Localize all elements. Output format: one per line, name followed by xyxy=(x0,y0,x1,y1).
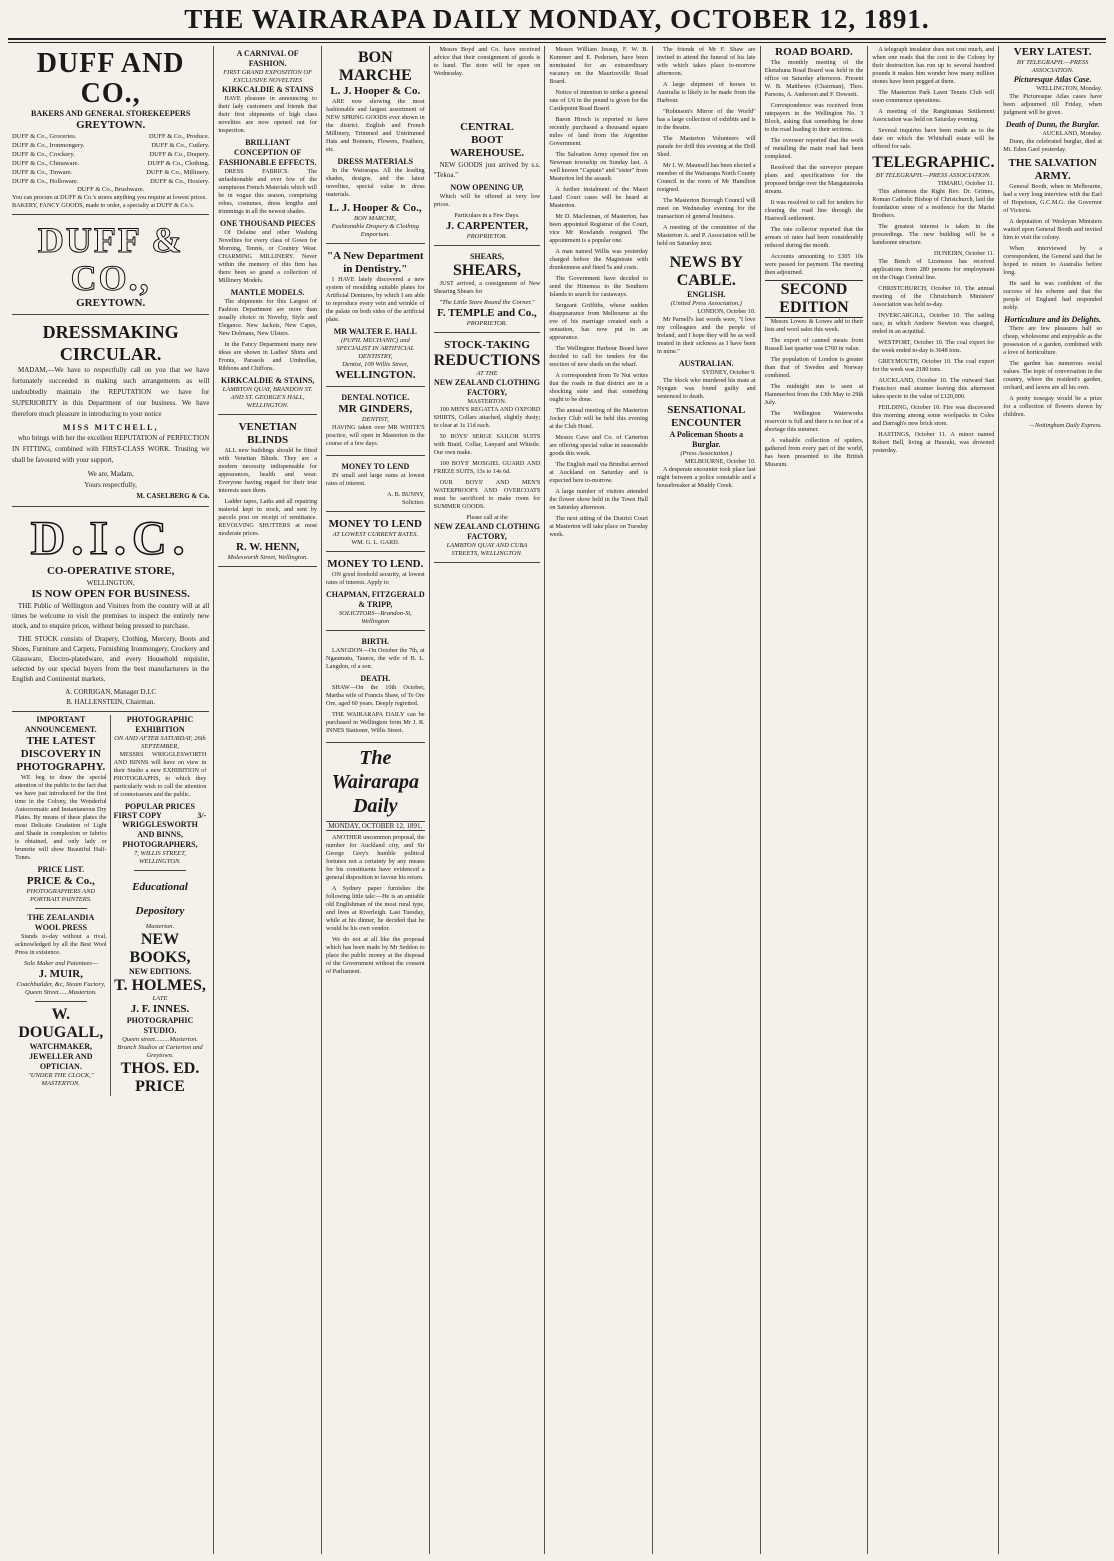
filler: GREYMOUTH, October 10. The coal export for the week was 2180 tons. xyxy=(872,358,995,373)
filler: 100 BOYS' MOSGIEL GUARD AND FRIEZE SUITS, 13s to 14s 6d. xyxy=(433,460,541,475)
duff-left xyxy=(12,132,108,186)
ginders-body: HAVING taken over MR WHITE'S practice, will open in Masterton in the course of a few days. xyxy=(325,424,425,447)
stocktaking-factory: NEW ZEALAND CLOTHING FACTORY, xyxy=(433,378,541,397)
filler: Several inquiries have been made as to the date on which the Whitehall estate will be offered for sale. xyxy=(872,127,995,150)
column-7 xyxy=(653,46,761,1554)
cable-2: The block who murdered his mate at Nyngan was found guilty and sentenced to death. xyxy=(656,377,756,400)
money-title: MONEY TO LEND xyxy=(341,462,410,471)
depository-studio: PHOTOGRAPHIC STUDIO. xyxy=(126,1016,194,1035)
paper-title: The Wairarapa Daily xyxy=(331,747,420,817)
duff-list xyxy=(12,132,209,186)
editorial-p1: ANOTHER uncommon proposal, the number for Auckland city, and Sir George Grey's humble political fortunes not a certainty by any means for his constituents have evidenced a general disposition to favour his return. xyxy=(325,834,425,881)
duff-subtitle: BAKERS AND GENERAL STOREKEEPERS xyxy=(31,109,191,118)
dressmaking-sign: M. CASELBERG & Co. xyxy=(136,492,210,500)
dic-city: WELLINGTON, xyxy=(86,579,135,587)
fashion-pieces: ONE THOUSAND PIECES xyxy=(219,219,316,228)
road-p3: The overseer reported that the work of metalling the main road had been completed. xyxy=(764,137,864,160)
edition-1: Messrs Lowes & Lowes add to their lists and wool sales this week. xyxy=(764,318,864,333)
stocktaking-factory-2: NEW ZEALAND CLOTHING FACTORY, xyxy=(433,522,541,541)
stocktaking-title-2: REDUCTIONS xyxy=(433,352,541,369)
press-addr: Coachbuilder, &c, Steam Factory, Queen Street......Masterton. xyxy=(16,981,106,996)
road-title: ROAD BOARD. xyxy=(775,46,853,58)
shears-body: JUST arrived, a consignment of New Shearing Shears for xyxy=(433,280,541,295)
duff-item: DUFF & Co., Cutlery. xyxy=(151,142,210,149)
fashion-mantle: MANTLE MODELS. xyxy=(230,288,305,297)
bonmarche-sub-2: BON MARCHE, xyxy=(354,215,397,222)
photo2-addr: 7, WILLIS STREET, WELLINGTON. xyxy=(134,850,186,865)
news-p1: Messrs William Jessup, F. W. B. Kummer and E. Pedersen, have been nominated for an extraordinary vacancy on the Mauriceville Road Board. xyxy=(549,46,648,85)
boot-ad xyxy=(434,81,541,246)
fashion-brilliant: BRILLIANT CONCEPTION OF FASHIONABLE EFFECTS. xyxy=(218,138,317,167)
photo2-title: PHOTOGRAPHIC EXHIBITION xyxy=(126,715,194,734)
filler: A man named Willis was yesterday charged before the Magistrate with drunkenness and fined 5s and costs. xyxy=(549,248,648,271)
money-addr-3: SOLICITORS—Brandon-St, Wellington xyxy=(338,610,412,625)
cable-sydney: SYDNEY, October 9. xyxy=(702,369,756,376)
filler: In the Fancy Department many new ideas are shown in Ladies' Shirts and Fronts, Parasols and Umbrellas, Ribbons and Chiffons. xyxy=(218,341,317,372)
dentistry-name: MR WALTER E. HALL xyxy=(333,327,417,336)
duff-item: DUFF & Co., Ironmongery. xyxy=(12,142,85,149)
birth-text: LANGDON—On October the 7th, at Ngaumutu, Taueru, the wife of B. L. Langdon, of a son. xyxy=(325,647,425,670)
latest-v2: Dunn, the celebrated burglar, died at Mt. Eden Gaol yesterday. xyxy=(1003,138,1102,153)
col8-p1: The friends of Mr F. Shaw are invited to attend the funeral of his late wife which takes place to-morrow afternoon. xyxy=(656,46,756,77)
column-1 xyxy=(8,46,214,1554)
filler: A meeting of the committee of the Masterton A. and P. Association will be held on Saturday next. xyxy=(656,224,756,247)
dental-notice-title: DENTAL NOTICE. xyxy=(341,393,410,402)
latest-h2: Death of Dunn, the Burglar. xyxy=(1005,120,1100,129)
col10-p3: A meeting of the Rangitumau Settlement Association was held on Saturday evening. xyxy=(872,108,995,123)
fashion-body: HAVE pleasure in announcing to their lady customers and friends that their first shipments of high class novelties are now opened out for inspection. xyxy=(218,95,317,134)
birth-head: BIRTH. xyxy=(361,637,390,646)
filler: CHRISTCHURCH, October 10. The annual meeting of the Christchurch Ministers' Association was held to-day. xyxy=(872,285,995,308)
boot-name: J. CARPENTER, xyxy=(445,220,529,232)
money-title-2: MONEY TO LEND xyxy=(328,518,422,530)
death-head: DEATH. xyxy=(360,674,391,683)
cable-english: ENGLISH. xyxy=(687,290,726,299)
filler: 50 BOYS' SERGE SAILOR SUITS with Braid, Collar, Lanyard and Whistle. Our own make. xyxy=(433,433,541,456)
edition-3: The population of London is greater than that of Sweden and Norway combined. xyxy=(764,356,864,379)
dougall-name: W. DOUGALL, xyxy=(18,1006,104,1041)
dic-chair: B. HALLENSTEIN, Chairman. xyxy=(66,698,156,706)
col8-p4: The Masterton Volunteers will parade for drill this evening at the Drill Shed. xyxy=(656,135,756,158)
duff-ad xyxy=(12,46,209,215)
notices xyxy=(326,634,425,743)
dentistry-quals: (PUPIL MECHANIC) and SPECIALIST IN ARTIFICIAL DENTISTRY, xyxy=(336,337,415,360)
filler: The annual meeting of the Masterton Jockey Club will be held this evening at the Club Hotel. xyxy=(549,407,648,430)
horticulture-sign: —Nottingham Daily Express. xyxy=(1029,422,1102,429)
death-text: SHAW—On the 10th October, Martha wife of Francis Shaw, of Te Ore Ore, aged 60 years. Deeply regretted. xyxy=(325,684,425,707)
boot-sale: Which will be offered at very low prices. xyxy=(433,193,541,208)
filler: Sergeant Griffiths, whose sudden disappearance from Melbourne at the eve of his marriage created such a sensation, has now put in an appearance. xyxy=(549,302,648,341)
fashion-head: A CARNIVAL OF FASHION. xyxy=(236,49,299,68)
horticulture-title: Horticulture and its Delights. xyxy=(1004,315,1102,324)
masthead-rule-thin xyxy=(8,42,1106,43)
paper-notice: THE WAIRARAPA DAILY can be purchased in Wellington from Mr J. R. INNES Stationer, Willis Street. xyxy=(325,711,425,734)
cable-assoc: (United Press Association.) xyxy=(670,300,742,307)
shears-ad xyxy=(434,249,541,333)
army-p1: General Booth, when in Melbourne, had a very long interview with the Earl of Hopetoun, G.C.M.G. the Governor of Victoria. xyxy=(1003,183,1102,214)
bonmarche-dress: DRESS MATERIALS xyxy=(337,157,414,166)
photo-exhibition-block xyxy=(111,715,210,1096)
boot-role: PROPRIETOR. xyxy=(466,233,508,240)
columns xyxy=(8,46,1106,1554)
column-4 xyxy=(322,46,430,1554)
filler: A deputation of Wesleyan Ministers waited upon General Booth and invited him to visit the colony. xyxy=(1003,218,1102,241)
dressmaking-body-2: who brings with her the excellent REPUTATION of PERFECTION IN FITTING, combined with FIRST-CLASS WORK. Trusting we shall be favoured with your support, xyxy=(12,434,210,464)
dic-sign: A. CORRIGAN, Manager D.I.C xyxy=(65,688,157,696)
bonmarche-sub-3: Fashionable Drapery & Clothing Emporium. xyxy=(331,223,419,238)
news-p3: Baron Hirsch is reported to have recently purchased a thousand square miles of land from the Argentine Government. xyxy=(549,116,648,147)
money-sub-2: AT LOWEST CURRENT RATES. xyxy=(332,531,419,538)
dougall-trade: WATCHMAKER, JEWELLER AND OPTICIAN. xyxy=(29,1042,93,1071)
editorial-p2: A Sydney paper furnishes the following little tale:—He is an amiable old Englishman of the most rural type, and lives at Riverleigh. Last Tuesday, while at his dinner, he decided that he would be his own vendor. xyxy=(325,885,425,932)
duff-item: DUFF & Co., Groceries. xyxy=(12,133,77,140)
sensational-title: SENSATIONAL ENCOUNTER xyxy=(667,404,746,429)
cable-1: Mr Parnell's last words were, "I love my colleagues and the people of Ireland, and I hope they will be as well treated in their sickness as I have been in mine." xyxy=(656,316,756,355)
duff-item: DUFF & Co., Millinery. xyxy=(146,169,210,176)
filler: AUCKLAND, October 10. The outward San Francisco mail steamer leaving this afternoon takes specie to the value of £120,000. xyxy=(872,377,995,400)
fashion-addr-2: LAMBTON QUAY, BRANDON ST. AND ST. GEORGE'S HALL, WELLINGTON. xyxy=(222,386,313,409)
duff-item: DUFF & Co., Holloware. xyxy=(12,178,79,185)
duff-bakery: BAKERY, FANCY GOODS, made to order, a specialty at DUFF & Co.'s. xyxy=(12,202,195,209)
dic-open: IS NOW OPEN FOR BUSINESS. xyxy=(31,588,190,600)
duff-item: DUFF & Co., Produce. xyxy=(149,133,210,140)
dental-notice xyxy=(326,390,425,456)
boot-body: NEW GOODS just arrived by s.s. "Tekoa." xyxy=(433,161,541,179)
cable-title: NEWS BY CABLE. xyxy=(669,254,743,289)
fashion-ad xyxy=(218,46,317,415)
latest-assoc: BY TELEGRAPH.—PRESS ASSOCIATION. xyxy=(1016,59,1089,74)
depository-studio-addr: Queen street.........Masterton. xyxy=(122,1036,198,1043)
money-body: IN small and large sums at lowest rates of interest. xyxy=(325,472,425,487)
filler: DRESS FABRICS. The unfashionable and ever few of the sumptuous French Materials which will be in vogue this season, comprising robes, costumes, dress lengths and trimmings in all the newest shades. xyxy=(218,168,317,215)
depository-town: Masterton. xyxy=(145,923,175,930)
press-name: J. MUIR, xyxy=(38,968,83,980)
photo2-popular: POPULAR PRICES xyxy=(124,802,195,811)
dressmaking-close-2: Yours respectfully, xyxy=(84,481,137,489)
ginders-name: MR GINDERS, xyxy=(338,403,413,415)
dentistry-addr: Dentist, 109 Willis Street, xyxy=(342,361,409,368)
photo-seller-2: PHOTOGRAPHERS AND PORTRAIT PAINTERS. xyxy=(26,888,96,903)
news-p4: The Salvation Army opened fire on Newman township on Sunday last. A well known "Captain" and "sister" from Masterton led the assault. xyxy=(549,151,648,182)
photo2-firm: WRIGGLESWORTH AND BINNS, PHOTOGRAPHERS, xyxy=(122,820,198,849)
divider xyxy=(134,870,187,871)
divider xyxy=(35,1001,87,1002)
blinds-body: ALL new buildings should be fitted with Venetian Blinds. They are a modern necessity indispensable for appearances, health and wear. Everyone having regard for their true interests uses them. xyxy=(218,447,317,494)
dic-title: D.I.C. xyxy=(30,512,191,565)
shears-head: SHEARS, xyxy=(469,252,504,261)
filler: The Wellington Harbour Board have decided to call for tenders for the erection of new sheds on the wharf. xyxy=(549,345,648,368)
duff-item: DUFF & Co., Hosiery. xyxy=(150,178,210,185)
stocktaking-at: AT THE xyxy=(476,370,498,377)
sensational-assoc: (Press Association.) xyxy=(680,450,733,457)
fashion-shop: KIRKCALDIE & STAINS xyxy=(221,85,314,94)
duff-item: DUFF & Co., Drapery. xyxy=(149,151,210,158)
latest-v1: The Picturesque Atlas cases have been adjourned till Friday, when judgment will be given. xyxy=(1003,93,1102,116)
filler: A pretty nosegay would be a prize for a collection of flowers shown by children. xyxy=(1003,395,1102,418)
filler: Messrs Cave and Co. of Carterton are offering special value in seasonable goods this week. xyxy=(549,434,648,457)
filler: Mr J. W. Maunsell has been elected a member of the Wairarapa North County Council in the room of Mr Hamilton resigned. xyxy=(656,162,756,193)
money-ad-2 xyxy=(326,515,425,552)
paper-date: MONDAY, OCTOBER 12, 1891. xyxy=(326,821,425,831)
cable-3: A desperate encounter took place last night between a police constable and a housebreaker at Muddy Creek. xyxy=(656,466,756,489)
press-title: THE ZEALANDIA WOOL PRESS xyxy=(27,913,95,932)
bonmarche-title: BON MARCHE xyxy=(338,49,412,84)
divider xyxy=(35,908,87,909)
photo2-cdv-price: 3/- xyxy=(197,811,207,820)
cable-london: LONDON, October 10. xyxy=(697,308,756,315)
stocktaking-call: Please call at the xyxy=(466,514,508,521)
dougall-sign: "UNDER THE CLOCK," MASTERTON. xyxy=(28,1072,94,1087)
duff-town-2: GREYTOWN. xyxy=(76,297,146,309)
depository-books: NEW BOOKS, xyxy=(129,931,191,966)
depository-innes: J. F. INNES. xyxy=(130,1003,190,1015)
filler: The garden has numerous social values. The topic of conversation in the country, where the resident's garden, orchard, and lawns are all his own. xyxy=(1003,360,1102,391)
money-name-2: WM. G. L. GARD. xyxy=(351,539,400,546)
filler: HASTINGS, October 11. A minor named Robert Bell, living at Hauraki, was drowned yesterday. xyxy=(872,431,995,454)
dressmaking-close: We are, Madam, xyxy=(87,470,134,478)
filler: A correspondent from Te Nui writes that the roads in that district are in a shocking state and that something ought to be done. xyxy=(549,372,648,403)
dic-ad xyxy=(12,510,209,712)
filler: The Masterton Borough Council will meet on Wednesday evening for the transaction of general business. xyxy=(656,197,756,220)
second-edition: SECOND EDITION xyxy=(765,280,864,318)
depository-editions: NEW EDITIONS. xyxy=(128,967,192,976)
road-p1: The monthly meeting of the Eketahuna Road Board was held in the office on Saturday afternoon. Present W. B. Matthews (Chairman), Thos. Parsons, A. Anderson and F. Dowsett. xyxy=(764,59,864,98)
duff-item: DUFF & Co., Clothing. xyxy=(147,160,210,167)
duff-right xyxy=(114,132,210,186)
filler: Accounts amounting to £305 10s were passed for payment. The meeting then adjourned. xyxy=(764,253,864,276)
press-body: Stands to-day without a rival, acknowledged by all the Best Wool Press in existence. xyxy=(15,933,107,956)
duff-ad-2 xyxy=(12,218,209,315)
dic-subtitle: CO-OPERATIVE STORE, xyxy=(46,565,175,577)
filler: Mr D. Maclennan, of Masterton, has been appointed Registrar of the Court, vice Mr Rowlands resigned. The appointment is a popular one. xyxy=(549,213,648,244)
column-8 xyxy=(761,46,869,1554)
depository-title: Educational Depository xyxy=(132,881,188,917)
filler: FEILDING, October 10. Fire was discovered this morning among some woolpacks in Coles and Darragh's new brick store. xyxy=(872,404,995,427)
filler: The Wellington Waterworks reservoir is full and there is no fear of a shortage this summer. xyxy=(764,410,864,433)
telegraphic-assoc: BY TELEGRAPH.—PRESS ASSOCIATION. xyxy=(875,172,991,179)
stocktaking-addr: LAMBTON QUAY AND CUBA STREETS, WELLINGTON. xyxy=(446,542,528,557)
photo2-sub: ON AND AFTER SATURDAY, 26th SEPTEMBER, xyxy=(114,735,206,750)
press-agent: Sole Maker and Patentees— xyxy=(23,960,98,967)
edition-2: The export of canned meats from Russell last quarter was £760 in value. xyxy=(764,337,864,352)
filler: 100 MEN'S REGATTA AND OXFORD SHIRTS, Collars attached, slightly dusty; to clear at 1s 11d each. xyxy=(433,406,541,429)
filler: In the Wairarapa. All the leading shades, designs, and the latest novelties, special value in dress materials. xyxy=(325,167,425,198)
column-10 xyxy=(999,46,1106,1554)
boot-title-2: BOOT WAREHOUSE. xyxy=(449,134,525,159)
blinds-ad xyxy=(218,418,317,567)
filler: INVERCARGILL, October 10. The sailing race, in which Andrew Newton was charged, ended in an acquittal. xyxy=(872,312,995,335)
money-name: A. B. BUNNY, xyxy=(387,491,425,498)
filler: When interviewed by a correspondent, the General said that he hoped to return to Australia before long. xyxy=(1003,245,1102,276)
column-6 xyxy=(545,46,653,1554)
filler: The next sitting of the District Court at Masterton will take place on Tuesday week. xyxy=(549,515,648,538)
depository-holmes: T. HOLMES, xyxy=(114,977,206,994)
money-firm-3: CHAPMAN, FITZGERALD & TRIPP, xyxy=(325,590,425,609)
cable-aus: AUSTRALIAN. xyxy=(678,359,734,368)
filler: The rate collector reported that the arrears of rates had been considerably reduced during the month. xyxy=(764,226,864,249)
bonmarche-ad xyxy=(326,46,425,244)
telegraphic-title: TELEGRAPHIC. xyxy=(872,154,995,171)
stocktaking-town: MASTERTON. xyxy=(467,398,507,405)
sensational-sub: A Policeman Shoots a Burglar. xyxy=(669,430,744,449)
col8-p3: "Robinson's Mirror of the World" has a large collection of exhibits and is in the theatre. xyxy=(656,108,756,131)
bonmarche-owner: L. J. Hooper & Co. xyxy=(330,85,421,97)
filler: A large number of visitors attended the flower show held in the Town Hall on Saturday afternoon. xyxy=(549,488,648,511)
photo-seller: PRICE & Co., xyxy=(26,875,95,887)
shears-name: F. TEMPLE and Co., xyxy=(437,307,537,319)
boot-open: NOW OPENING UP, xyxy=(450,183,524,192)
filler: Ladder tapes, Laths and all repairing material kept in stock, and sent by parcels post on receipt of remittance. REVOLVING SHUTTERS at most moderate prices. xyxy=(218,498,317,537)
fashion-sub: FIRST GRAND EXPOSITION OF EXCLUSIVE NOVELTIES xyxy=(223,69,313,84)
money-ad-3 xyxy=(326,555,425,631)
horticulture-p1: There are few pleasures half so cheap, wholesome and enjoyable as the possession of a garden, combined with a love of horticulture. xyxy=(1003,325,1102,356)
duff-brush: DUFF & Co., Brushware. xyxy=(77,186,145,193)
filler: Messrs Boyd and Co. have received advice that their consignment of goods is to hand. The store will be open on Wednesday. xyxy=(433,46,541,77)
latest-wellington: WELLINGTON, Monday. xyxy=(1036,85,1102,92)
shears-title: SHEARS, xyxy=(452,262,521,279)
dic-p2: THE STOCK consists of Drapery, Clothing, Mercery, Boots and Shoes, Furniture and Carpets, Furnishing Ironmongery, Crockery and Glassware, Electro-platedware, and every Household requisite, selected by our special buyers from the best manufacturers in the English and Continental markets. xyxy=(12,635,210,683)
filler: It was resolved to call for tenders for clearing the road line through the Hastwell settlement. xyxy=(764,199,864,222)
bonmarche-owner-2: L. J. Hooper & Co., xyxy=(328,202,422,214)
dressmaking-ad xyxy=(12,318,209,507)
filler: The Government have decided to send the Hinemoa to the Southern Islands to search for castaways. xyxy=(549,275,648,298)
cable-melb: MELBOURNE, October 10. xyxy=(684,458,756,465)
depository-thos: THOS. ED. PRICE xyxy=(120,1060,200,1095)
blinds-name: R. W. HENN, xyxy=(236,541,300,553)
ginders-role: DENTIST, xyxy=(361,416,389,423)
dressmaking-name: MISS MITCHELL, xyxy=(62,423,159,432)
duff-item: DUFF & Co., Tinware. xyxy=(12,169,73,176)
dentistry-city: WELLINGTON. xyxy=(335,369,416,381)
telegraphic-timaru: TIMARU, October 11. xyxy=(937,180,995,187)
photo-head: IMPORTANT ANNOUNCEMENT. xyxy=(25,715,97,734)
dressmaking-title: DRESSMAKING CIRCULAR. xyxy=(42,322,179,364)
photo2-cdv xyxy=(114,812,207,820)
col10-p1: A telegraph insulator does not cost much, and when one reads that the cost to the Colony by their destruction has run up to several hundred pounds it makes him wonder how many million stones have been pegged at them. xyxy=(872,46,995,85)
filler: OUR BOYS' AND MEN'S WATERPROOFS AND OVERCOATS must be sacrificed to make room for SUMMER GOODS. xyxy=(433,479,541,510)
telegraphic-1: This afternoon the Right Rev. Dr. Grimes, Roman Catholic Bishop of Christchurch, laid the foundation stone of a residence for the Marist Brothers. xyxy=(872,188,995,219)
telegraphic-2: The Bench of Licensees has received applications from 280 persons for employment on the Otago Central line. xyxy=(872,258,995,281)
duff-title: DUFF AND CO., xyxy=(36,48,185,109)
photo2-cdv-label: FIRST COPY xyxy=(113,811,162,820)
filler: Of Delaine and other Washing Novelties for every class of Gown for Morning, Tennis, or Country Wear. CHARMING MILLINERY. Never within the memory of this firm has there been so grand a collection of Millinery Models. xyxy=(218,229,317,284)
masthead: THE WAIRARAPA DAILY MONDAY, OCTOBER 12, 1891. xyxy=(184,4,930,34)
duff-title-2: DUFF & CO., xyxy=(37,220,184,298)
duff-item: DUFF & Co., Chinaware. xyxy=(12,160,80,167)
army-title: THE SALVATION ARMY. xyxy=(1008,157,1097,182)
blinds-addr: Molesworth Street, Wellington. xyxy=(227,554,308,561)
col10-p2: The Masterton Park Lawn Tennis Club will soon commence operations. xyxy=(872,89,995,104)
filler: A valuable collection of spiders, gathered from every part of the world, has been presented to the British Museum. xyxy=(764,437,864,468)
road-p2: Correspondence was received from ratepayers in the Wellington No. 3 Block, asking that something be done to the road leading to their sections. xyxy=(764,102,864,133)
column-3 xyxy=(214,46,322,1554)
column-9 xyxy=(868,46,999,1554)
stocktaking-title: STOCK-TAKING xyxy=(444,339,530,351)
editorial-p3: We do not at all like the proposal which has been made by Mr Seddon to place the public money at the disposal of the Government without the consent of Parliament. xyxy=(325,936,425,975)
blinds-title: VENETIAN BLINDS xyxy=(238,421,297,446)
paper-editorial xyxy=(326,746,425,976)
column-5 xyxy=(430,46,546,1554)
latest-auckland: AUCKLAND, Monday. xyxy=(1042,130,1102,137)
boot-more: Particulars in a Few Days. xyxy=(454,212,520,219)
filler: He said he was confident of the success of his scheme and that the people of England had responded nobly. xyxy=(1003,280,1102,311)
telegraphic-dunedin: DUNEDIN, October 11. xyxy=(934,250,995,257)
filler: WESTPORT, October 10. The coal export for the week ended to-day is 3648 tons. xyxy=(872,339,995,354)
fashion-shop-2: KIRKCALDIE & STAINS, xyxy=(220,376,315,385)
money-ad xyxy=(326,459,425,512)
filler: The shipments for this Largest of Fashion Department are more than usually choice in Novelty, Style and Elegance. New Jackets, New Capes, New Dolmans, New Ulsters. xyxy=(218,298,317,337)
shears-role: PROPRIETOR. xyxy=(466,320,508,327)
col8-p2: A large shipment of horses to Australia is likely to be made from the Harbour. xyxy=(656,81,756,104)
money-title-3: MONEY TO LEND. xyxy=(327,558,424,570)
depository-branch: Branch Studios at Carterton and Greytown. xyxy=(117,1044,203,1059)
photo-body: WE beg to draw the special attention of the public to the fact that we have just introduced for the first time in the Colony, the Wonderful Autocromatic and Instantaneous Dry Plates. By means of these plates the most Delicate Gradation of Light and Shade in complexion or fabrics is obtained, and only lady or brunette will show Beautiful Half-Tones. xyxy=(15,774,107,861)
news-p2: Notice of intention to strike a general rate of 1/6 in the pound is given for the Castlepoint Road Board. xyxy=(549,89,648,112)
dentistry-title: "A New Department in Dentistry." xyxy=(327,250,424,275)
news-p5: A further instalment of the Maori Land Court cases will be heard at Masterton. xyxy=(549,186,648,209)
duff-town: GREYTOWN. xyxy=(76,119,146,131)
dentistry-body: I HAVE lately discovered a new system of moulding suitable plates for Artificial Dentures, by which I am able to reproduce every vein and wrinkle of the palate on both sides of the artificial plate. xyxy=(325,276,425,323)
filler: The English mail via Brindisi arrived at Auckland on Saturday and is expected here to-morrow. xyxy=(549,461,648,484)
filler: The midnight sun is seen at Hammerfest from the 13th May to 29th July. xyxy=(764,383,864,406)
masthead-rule xyxy=(8,38,1106,40)
dic-p1: THE Public of Wellington and Visitors from the country will at all times be welcome to visit the premises to inspect the entirely new stock, and to enquire prices, without being pressed to purchase. xyxy=(12,602,210,630)
dressmaking-body: MADAM,—We have to respectfully call on you that we have fortunately succeeded in making such arrangements as will undoubtedly maintain the REPUTATION we have for SUPERIORITY in this Department of our business. We have therefore much pleasure in introducing to your notice xyxy=(12,366,210,418)
duff-item: DUFF & Co., Crockery. xyxy=(12,151,75,158)
money-role: Solicitor. xyxy=(402,499,425,506)
latest-h1: Picturesque Atlas Case. xyxy=(1013,75,1092,84)
boot-title: CENTRAL xyxy=(460,121,514,133)
latest-title: VERY LATEST. xyxy=(1013,46,1092,58)
photo-price: PRICE LIST. xyxy=(37,865,85,874)
dentistry-ad xyxy=(326,247,425,387)
column-1-split xyxy=(12,715,209,1096)
duff-procure: You can procure at DUFF & Co.'s stores anything you require at lowest prices. xyxy=(12,194,207,201)
depository-late: LATE xyxy=(152,995,168,1002)
money-body-3: ON good freehold security, at lowest rates of interest. Apply to xyxy=(325,571,425,586)
stocktaking-ad xyxy=(434,336,541,563)
filler: The greatest interest is taken in the proceedings. The new building will be a handsome structure. xyxy=(872,223,995,246)
photo2-body: MESSRS WRIGGLESWORTH AND BINNS will have on view in their Studio a new EXHIBITION of PHOTOGRAPHS, to which they particularly wish to call the attention of connoisseurs and the public. xyxy=(113,751,207,798)
photography-block xyxy=(12,715,111,1096)
bonmarche-body: ARE now showing the most fashionable and largest assortment of NEW SPRING GOODS ever shown in the district. English and French Millinery, Trimmed and Untrimmed Hats and Bonnets, Flowers, Feathers, etc. xyxy=(325,98,425,153)
filler: Resolved that the surveyor prepare plans and specifications for the proposed bridge over the Mangatainoka stream. xyxy=(764,164,864,195)
shears-quote: "The Little Store Round the Corner." xyxy=(439,299,535,306)
photo-title: THE LATEST DISCOVERY IN PHOTOGRAPHY. xyxy=(16,735,106,773)
